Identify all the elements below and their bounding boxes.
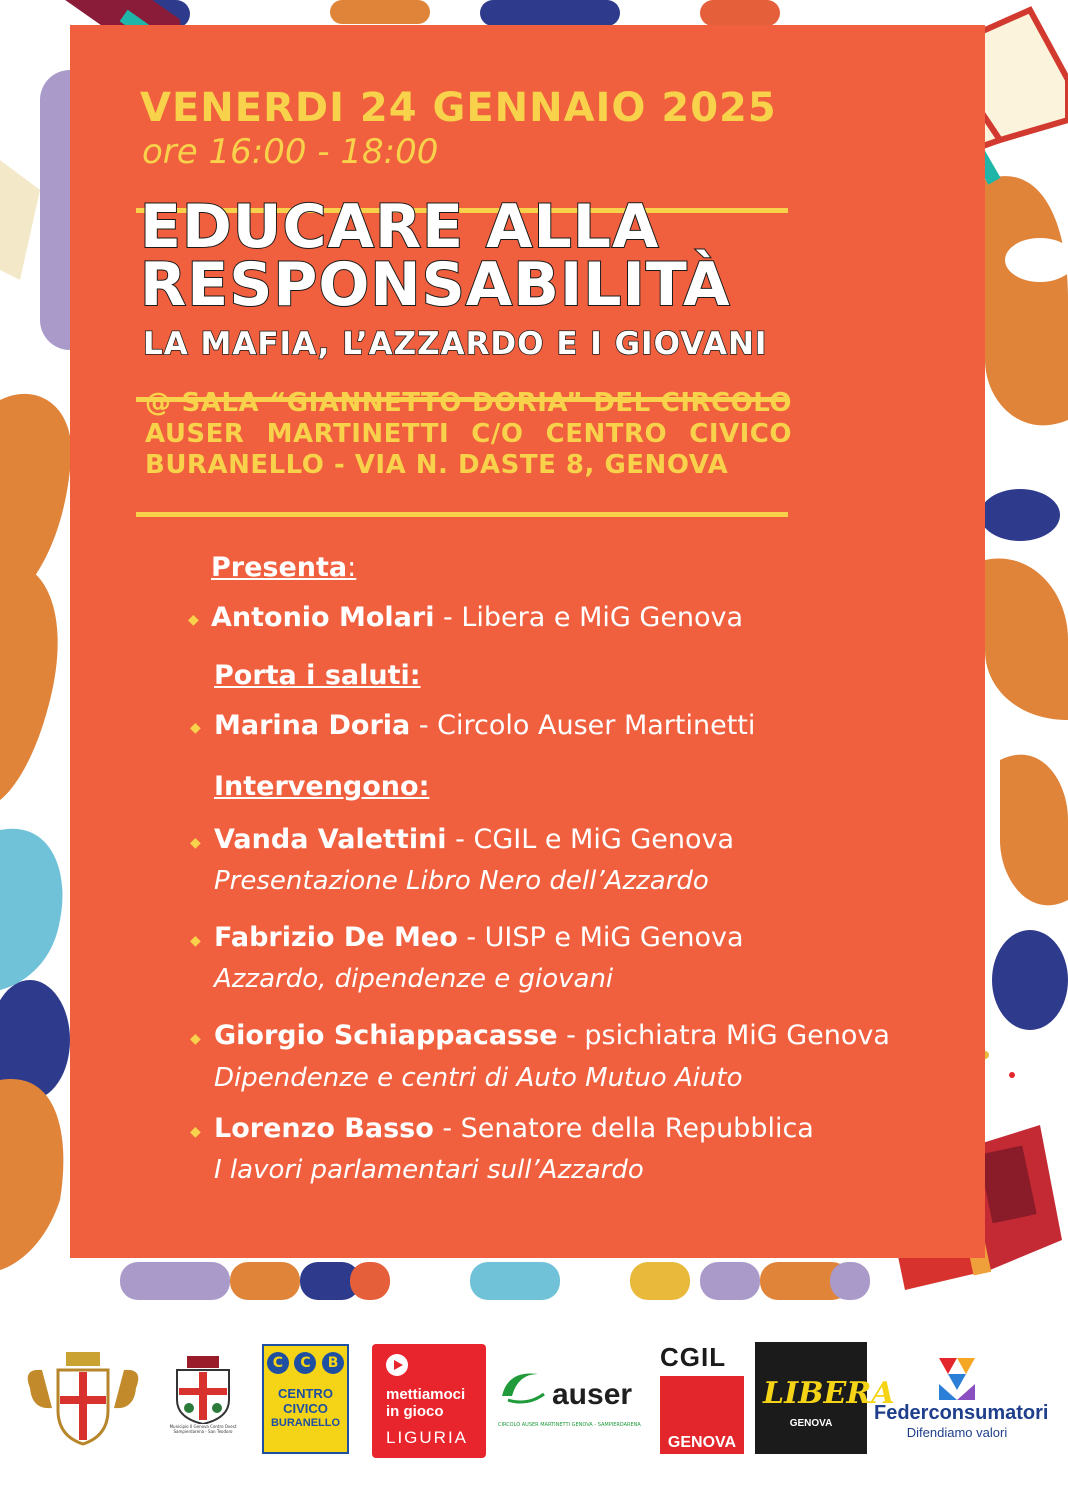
event-subtitle: LA MAFIA, L’AZZARDO E I GIOVANI [143,326,768,362]
sponsor-logos: Municipio II Genova Centro Ovest Sampierdarena - San Teodoro C C B CENTRO CIVICO BURANELLO mettiamoci in gioco LIGURIA auser CIRCOLO AUSER MARTINETTI GENOVA - SAMPIERDARENA CGIL GENOVA LIBERA GENOVA Federconsumatori Difendiamo valori [0,1300,1068,1511]
bullet-diamond-icon: ◆ [190,720,201,736]
section-presenta: Presenta: [211,552,357,583]
mettiamoci-in-gioco-logo: mettiamoci in gioco LIGURIA [372,1344,486,1458]
libera-genova-logo: LIBERA GENOVA [755,1342,867,1454]
speaker-topic: Dipendenze e centri di Auto Mutuo Aiuto [214,1063,743,1093]
speaker-item: Lorenzo Basso - Senatore della Repubblica [214,1113,814,1144]
auser-swoosh-icon [498,1366,548,1406]
book-left-edge-icon [0,160,40,280]
presenter-item: Antonio Molari - Libera e MiG Genova [211,602,744,633]
ccb-logo: C C B CENTRO CIVICO BURANELLO [262,1344,349,1454]
section-intervengono: Intervengono: [214,771,430,802]
section-saluti: Porta i saluti: [214,660,421,691]
speaker-topic: I lavori parlamentari sull’Azzardo [214,1155,644,1185]
bullet-diamond-icon: ◆ [190,1031,201,1047]
speaker-item: Giorgio Schiappacasse - psichiatra MiG Genova [214,1020,890,1051]
municipio-logo [168,1356,238,1434]
event-date: VENERDI 24 GENNAIO 2025 [140,85,777,131]
federconsumatori-logo: Federconsumatori Difendiamo valori [874,1356,1040,1440]
speaker-topic: Presentazione Libro Nero dell’Azzardo [214,866,709,896]
ccb-letters: C C B [264,1352,347,1374]
event-time: ore 16:00 - 18:00 [142,132,439,172]
comune-genova-crest-icon [22,1348,144,1448]
municipio-shield-icon [173,1356,233,1424]
bullet-diamond-icon: ◆ [190,835,201,851]
speaker-item: Vanda Valettini - CGIL e MiG Genova [214,824,735,855]
bullet-diamond-icon: ◆ [190,933,201,949]
speaker-item: Fabrizio De Meo - UISP e MiG Genova [214,922,744,953]
speaker-topic: Azzardo, dipendenze e giovani [214,964,614,994]
bullet-diamond-icon: ◆ [190,1124,201,1140]
event-title-line2: RESPONSABILITÀ [140,250,731,320]
event-venue: @ SALA “GIANNETTO DORIA” DEL CIRCOLO AUSER MARTINETTI C/O CENTRO CIVICO BURANELLO - VIA N. DASTE 8, GENOVA [145,388,792,480]
federconsumatori-triangle-icon [935,1356,979,1402]
greeting-item: Marina Doria - Circolo Auser Martinetti [214,710,756,741]
event-title-line1: EDUCARE ALLA [140,192,660,262]
municipio-caption: Municipio II Genova Centro Ovest Sampierdarena - San Teodoro [169,1424,237,1434]
event-title [140,192,731,320]
cgil-red-block: GENOVA [660,1376,744,1454]
cgil-genova-logo: CGIL GENOVA [660,1342,744,1454]
divider-line [136,512,788,517]
play-icon [386,1354,408,1376]
bullet-diamond-icon: ◆ [188,612,199,628]
